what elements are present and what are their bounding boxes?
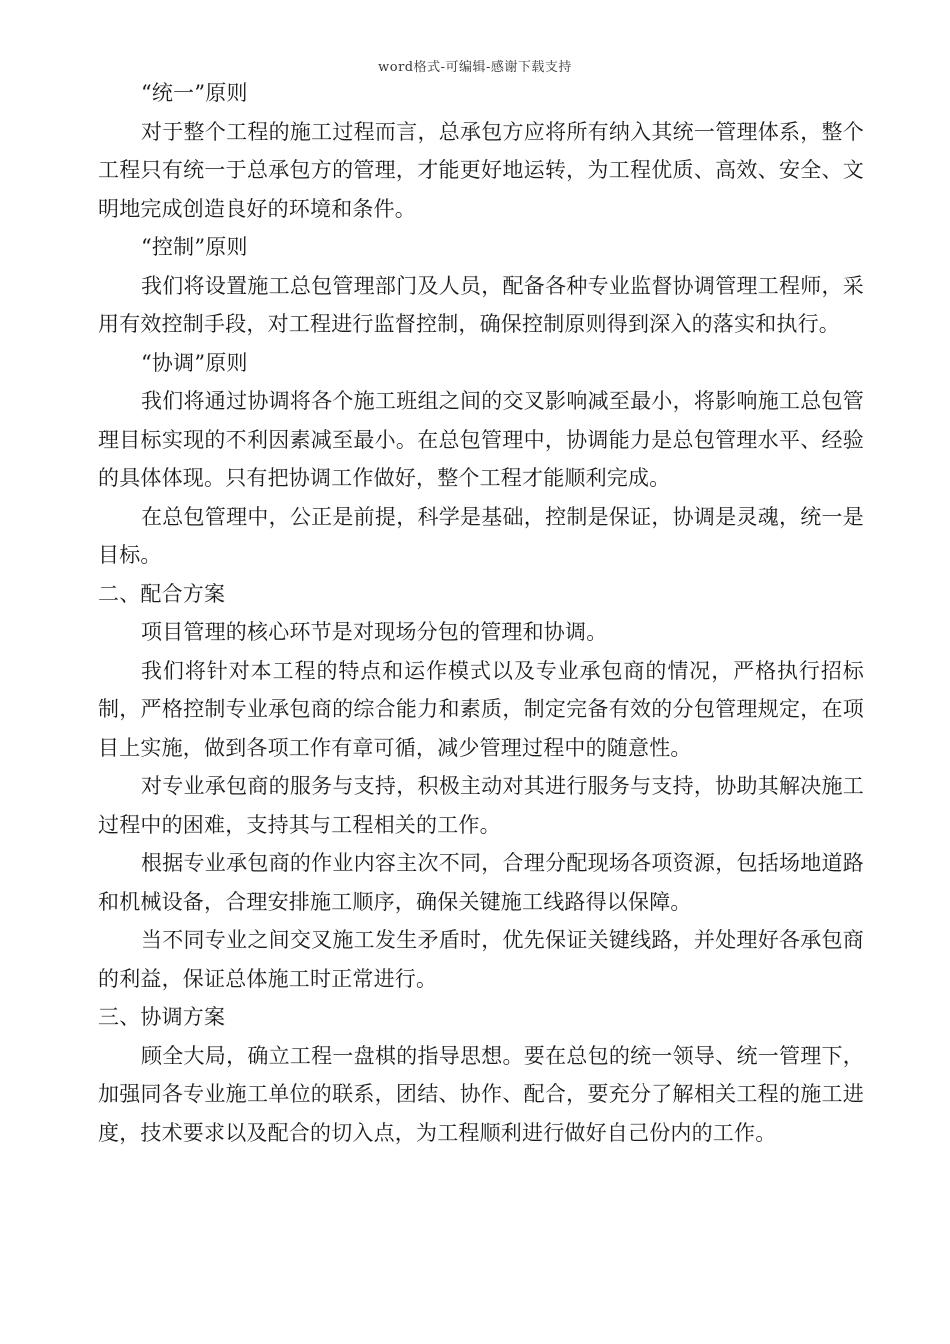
page-header: word格式-可编辑-感谢下载支持 xyxy=(378,60,572,75)
paragraph: 顾全大局，确立工程一盘棋的指导思想。要在总包的统一领导、统一管理下，加强同各专业施工单位的联系，团结、协作、配合，要充分了解相关工程的施工进度，技术要求以及配合的切入点，为工程顺利进行做好自己份内的工作。 xyxy=(98,1043,864,1145)
paragraph: 我们将通过协调将各个施工班组之间的交叉影响减至最小，将影响施工总包管理目标实现的不利因素减至最小。在总包管理中，协调能力是总包管理水平、经验的具体体现。只有把协调工作做好，整个工程才能顺利完成。 xyxy=(98,389,864,490)
section-heading-unity: “统一”原则 xyxy=(141,81,248,105)
document-body xyxy=(98,74,864,1152)
paragraph: 在总包管理中，公正是前提，科学是基础，控制是保证，协调是灵魂，统一是目标。 xyxy=(98,504,864,567)
section-heading-control: “控制”原则 xyxy=(141,235,248,259)
chapter-heading-coordination-plan: 三、协调方案 xyxy=(98,1005,226,1029)
paragraph: 根据专业承包商的作业内容主次不同，合理分配现场各项资源，包括场地道路和机械设备，合理安排施工顺序，确保关键施工线路得以保障。 xyxy=(98,851,864,914)
paragraph: 项目管理的核心环节是对现场分包的管理和协调。 xyxy=(141,620,608,644)
paragraph: 对专业承包商的服务与支持，积极主动对其进行服务与支持，协助其解决施工过程中的困难，支持其与工程相关的工作。 xyxy=(98,774,864,837)
chapter-heading-cooperation-plan: 二、配合方案 xyxy=(98,581,226,606)
paragraph: 对于整个工程的施工过程而言，总承包方应将所有纳入其统一管理体系，整个工程只有统一于总承包方的管理，才能更好地运转，为工程优质、高效、安全、文明地完成创造良好的环境和条件。 xyxy=(98,119,864,221)
paragraph: 当不同专业之间交叉施工发生矛盾时，优先保证关键线路，并处理好各承包商的利益，保证总体施工时正常进行。 xyxy=(98,928,864,991)
paragraph: 我们将针对本工程的特点和运作模式以及专业承包商的情况，严格执行招标制，严格控制专业承包商的综合能力和素质，制定完备有效的分包管理规定，在项目上实施，做到各项工作有章可循，减少管理过程中的随意性。 xyxy=(98,658,864,760)
section-heading-coordination: “协调”原则 xyxy=(141,350,248,375)
paragraph: 我们将设置施工总包管理部门及人员，配备各种专业监督协调管理工程师，采用有效控制手段，对工程进行监督控制，确保控制原则得到深入的落实和执行。 xyxy=(98,273,864,336)
